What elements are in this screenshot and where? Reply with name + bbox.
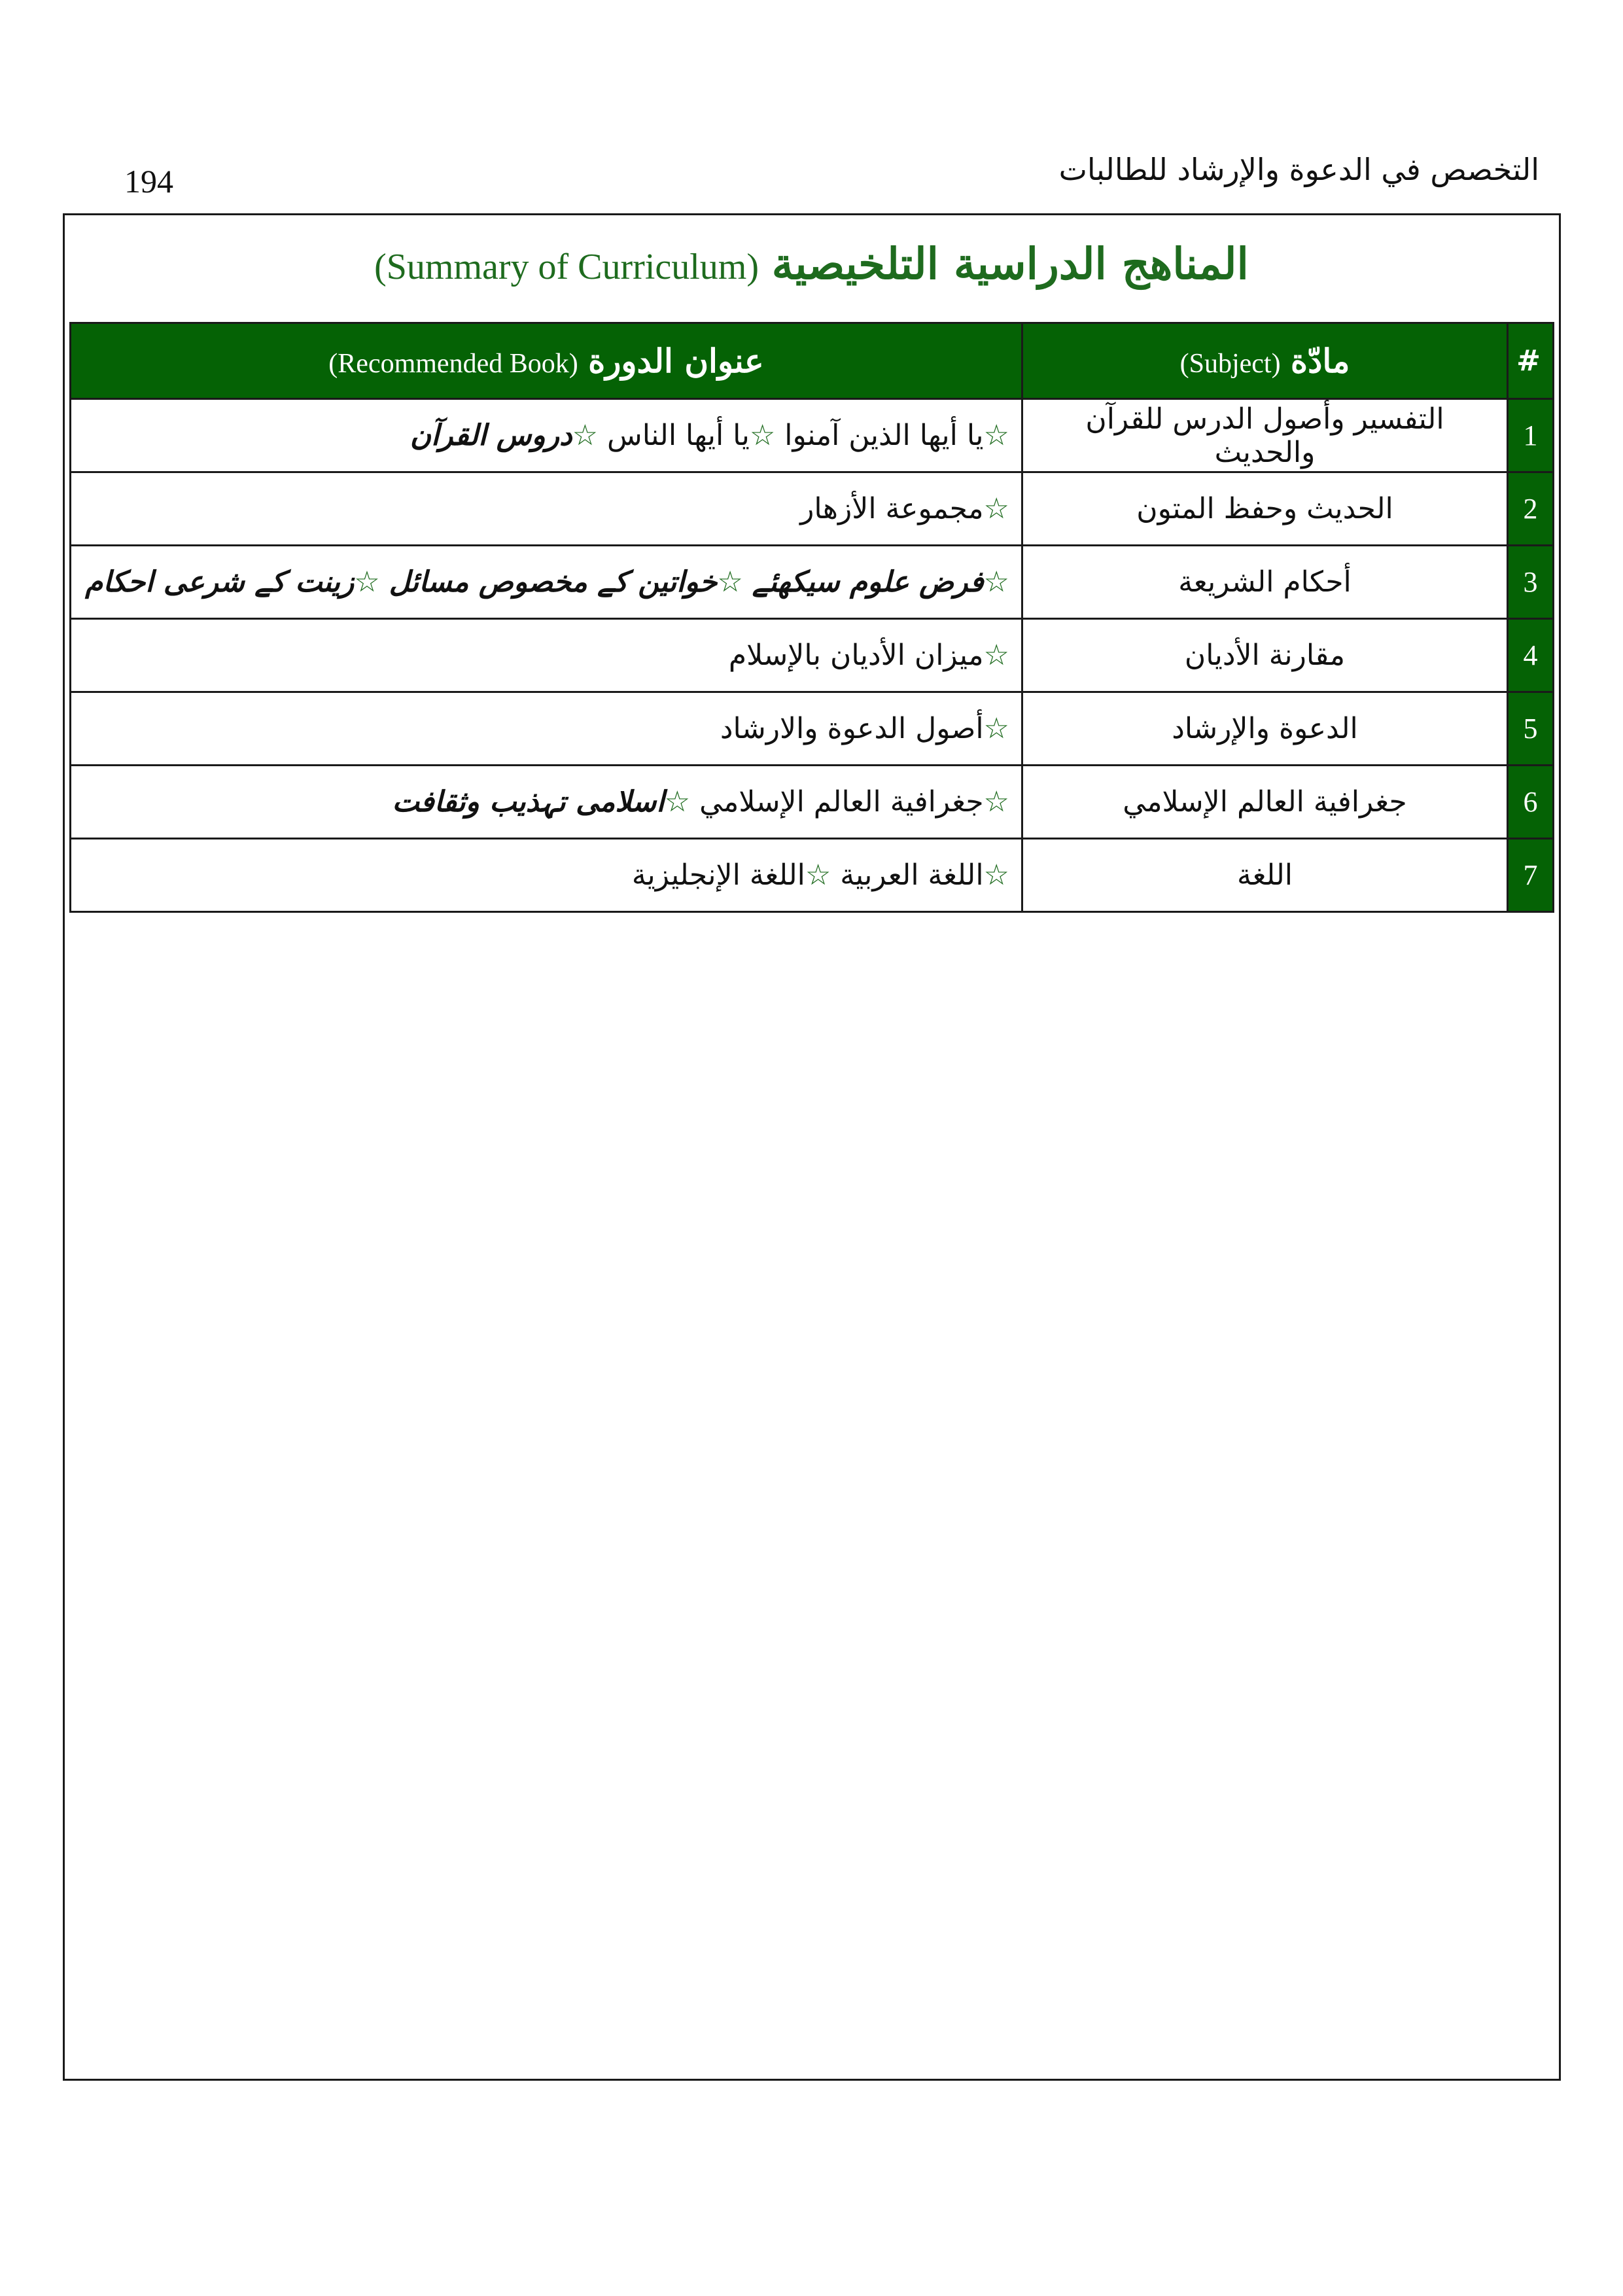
table-row — [71, 839, 1554, 912]
row-subject: التفسير وأصول الدرس للقرآن والحديث — [1022, 399, 1508, 472]
book-title: فرض علوم سیکھئے — [752, 565, 984, 599]
page-title — [0, 234, 1623, 296]
book-title: اللغة العربية — [840, 858, 984, 892]
book-title: ميزان الأديان بالإسلام — [728, 639, 984, 672]
running-header: التخصص في الدعوة والإرشاد للطالبات — [1058, 152, 1539, 187]
table-row — [71, 399, 1554, 472]
star-icon: ☆ — [983, 785, 1009, 819]
row-number: 3 — [1508, 546, 1554, 619]
star-icon: ☆ — [983, 419, 1009, 452]
book-title: يا أيها الذين آمنوا — [784, 419, 984, 452]
row-number: 1 — [1508, 399, 1554, 472]
book-title: زینت کے شرعی احکام — [85, 565, 355, 599]
table-body — [71, 399, 1554, 912]
row-number: 7 — [1508, 839, 1554, 912]
star-icon: ☆ — [717, 565, 743, 599]
star-icon: ☆ — [572, 419, 599, 452]
star-icon: ☆ — [983, 492, 1009, 525]
row-books — [71, 472, 1022, 546]
row-subject: جغرافية العالم الإسلامي — [1022, 766, 1508, 839]
row-books — [71, 619, 1022, 692]
table-row — [71, 692, 1554, 766]
star-icon: ☆ — [983, 639, 1009, 672]
header-subject — [1022, 323, 1508, 399]
curriculum-table — [69, 322, 1554, 913]
header-subject-ar: مادّة — [1290, 342, 1350, 380]
book-title: يا أيها الناس — [607, 419, 750, 452]
row-subject: اللغة — [1022, 839, 1508, 912]
book-title: اسلامی تہذیب وثقافت — [392, 785, 665, 819]
table-header-row — [71, 323, 1554, 399]
title-english: (Summary of Curriculum) — [374, 247, 759, 287]
book-title: دروس القرآن — [410, 419, 572, 452]
table-row — [71, 546, 1554, 619]
row-books — [71, 839, 1022, 912]
star-icon: ☆ — [749, 419, 776, 452]
book-title: مجموعة الأزهار — [800, 492, 984, 525]
row-books — [71, 399, 1022, 472]
header-book — [71, 323, 1022, 399]
row-subject: الدعوة والإرشاد — [1022, 692, 1508, 766]
header-num: # — [1508, 323, 1554, 399]
row-books — [71, 692, 1022, 766]
book-title: اللغة الإنجليزية — [631, 858, 805, 892]
book-title: خواتین کے مخصوص مسائل — [389, 565, 718, 599]
star-icon: ☆ — [664, 785, 691, 819]
header-book-en: (Recommended Book) — [328, 349, 578, 379]
row-books — [71, 766, 1022, 839]
book-title: أصول الدعوة والارشاد — [720, 712, 984, 745]
row-subject: مقارنة الأديان — [1022, 619, 1508, 692]
title-arabic: المناهج الدراسية التلخيصية — [771, 238, 1249, 289]
row-number: 4 — [1508, 619, 1554, 692]
row-number: 6 — [1508, 766, 1554, 839]
row-subject: أحكام الشريعة — [1022, 546, 1508, 619]
star-icon: ☆ — [805, 858, 831, 892]
star-icon: ☆ — [983, 565, 1009, 599]
star-icon: ☆ — [354, 565, 380, 599]
row-number: 5 — [1508, 692, 1554, 766]
page-number: 194 — [124, 163, 173, 200]
book-title: جغرافية العالم الإسلامي — [699, 785, 984, 819]
table-row — [71, 619, 1554, 692]
star-icon: ☆ — [983, 858, 1009, 892]
header-subject-en: (Subject) — [1179, 349, 1281, 379]
header-book-ar: عنوان الدورة — [588, 342, 764, 380]
row-number: 2 — [1508, 472, 1554, 546]
table-row — [71, 766, 1554, 839]
star-icon: ☆ — [983, 712, 1009, 745]
row-subject: الحديث وحفظ المتون — [1022, 472, 1508, 546]
row-books — [71, 546, 1022, 619]
table-row — [71, 472, 1554, 546]
